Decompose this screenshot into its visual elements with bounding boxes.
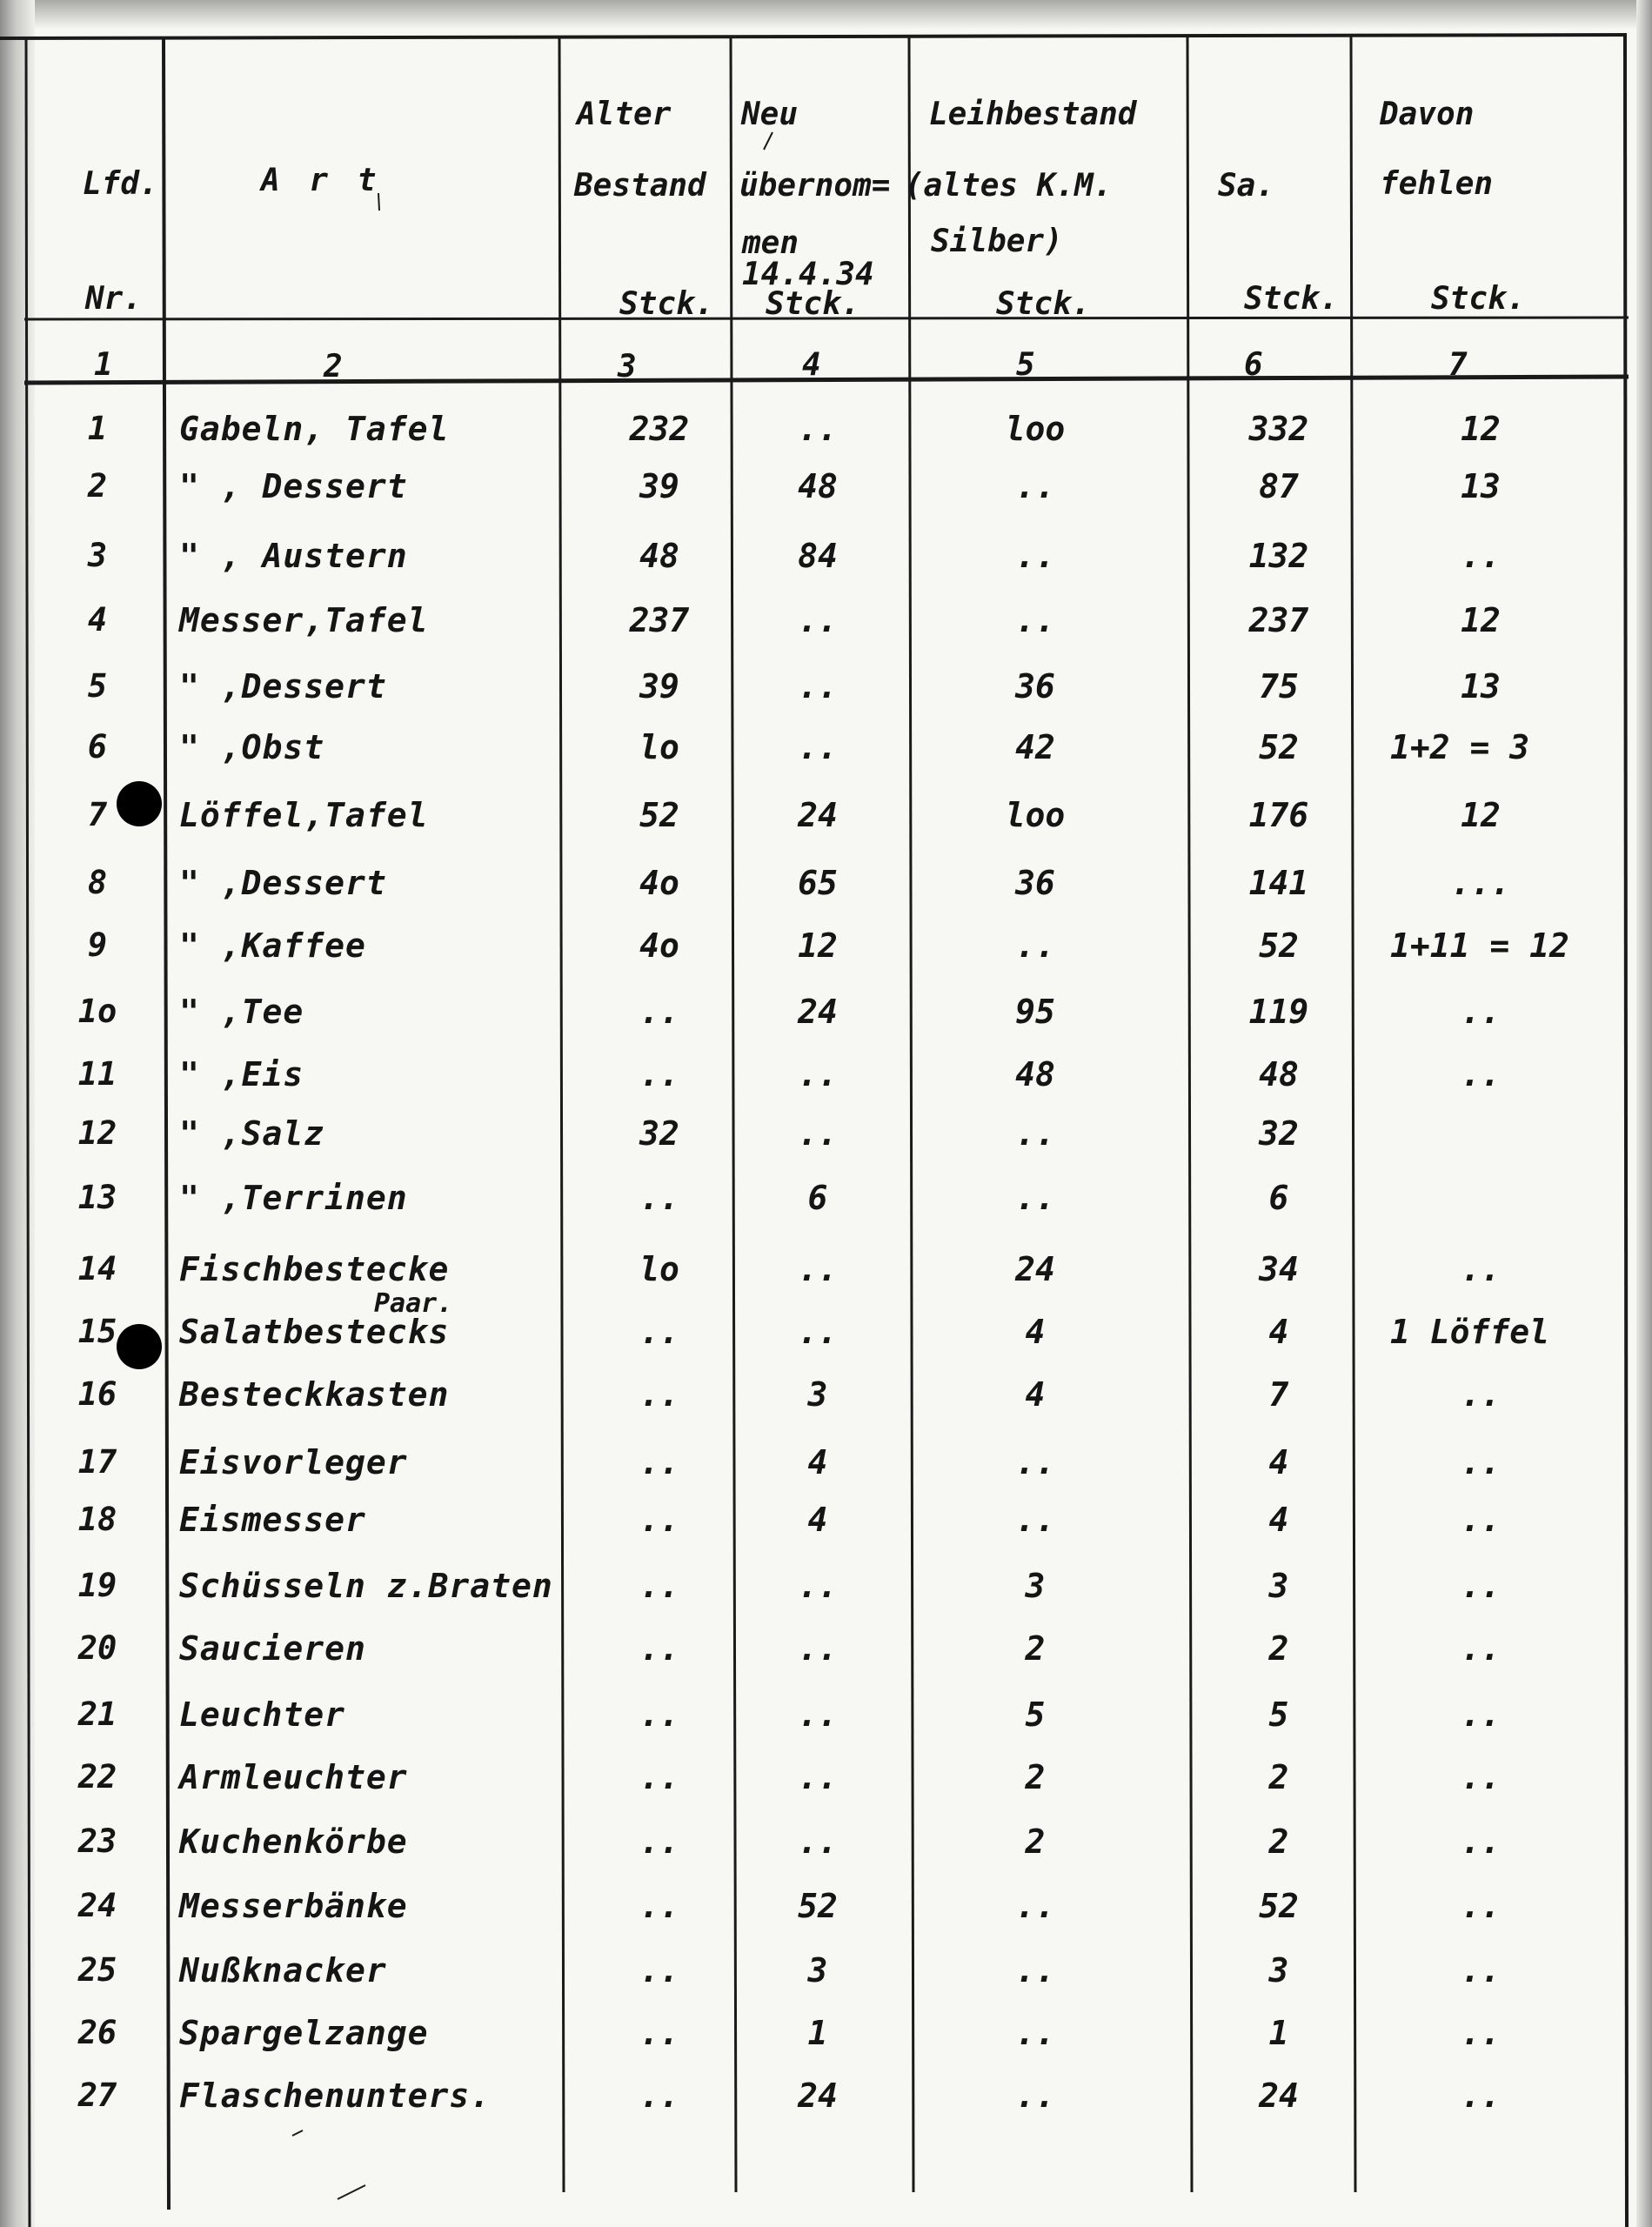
row-article: Kuchenkörbe <box>179 1822 408 1861</box>
row-davon-fehlen: .. <box>1461 1443 1501 1481</box>
row-leihbestand: .. <box>1015 1887 1055 1925</box>
header-leih-unit: Stck. <box>996 286 1091 322</box>
row-davon-fehlen: .. <box>1461 2077 1501 2115</box>
row-leihbestand: 36 <box>1015 667 1055 706</box>
row-alter-bestand: .. <box>639 1695 679 1734</box>
row-alter-bestand: .. <box>639 1443 679 1481</box>
row-article: Eisvorleger <box>179 1443 408 1481</box>
right-border-line <box>1625 35 1627 2227</box>
row-summe: 4 <box>1268 1443 1289 1481</box>
header-rule-lower <box>24 377 1629 383</box>
paar-note: Paar. <box>374 1288 453 1319</box>
row-davon-fehlen: .. <box>1461 1695 1501 1734</box>
column-index-6: 6 <box>1244 347 1263 383</box>
row-neu-uebernommen: 4 <box>807 1443 828 1481</box>
row-alter-bestand: .. <box>639 1501 679 1539</box>
row-alter-bestand: 4o <box>639 926 679 965</box>
row-article: Eismesser <box>179 1501 366 1539</box>
row-neu-uebernommen: .. <box>798 1629 838 1668</box>
row-leihbestand: .. <box>1015 926 1055 965</box>
row-number: 1o <box>77 993 117 1030</box>
row-number: 3 <box>87 537 108 574</box>
row-davon-fehlen: 12 <box>1461 796 1501 834</box>
row-leihbestand: 3 <box>1025 1567 1046 1605</box>
row-number: 5 <box>87 667 108 705</box>
column-index-3: 3 <box>618 349 637 385</box>
row-article: Messer,Tafel <box>179 601 429 639</box>
row-article: Saucieren <box>179 1629 366 1668</box>
col-divider-6 <box>1351 37 1355 2192</box>
row-leihbestand: .. <box>1015 537 1055 575</box>
row-article: " ,Tee <box>179 993 304 1031</box>
row-neu-uebernommen: .. <box>798 601 838 639</box>
row-summe: 332 <box>1248 410 1309 448</box>
row-article: Nußknacker <box>179 1951 387 1990</box>
row-leihbestand: loo <box>1005 796 1066 834</box>
row-neu-uebernommen: .. <box>798 410 838 448</box>
row-davon-fehlen: .. <box>1461 1250 1501 1288</box>
header-art: A r t <box>261 163 382 198</box>
row-neu-uebernommen: .. <box>798 1250 838 1288</box>
row-summe: 176 <box>1248 796 1309 834</box>
punch-hole <box>117 781 162 826</box>
row-neu-uebernommen: 84 <box>798 537 838 575</box>
row-alter-bestand: 4o <box>639 864 679 902</box>
row-leihbestand: .. <box>1015 1501 1055 1539</box>
row-summe: 237 <box>1248 601 1309 639</box>
row-davon-fehlen: .. <box>1461 1758 1501 1796</box>
row-alter-bestand: 39 <box>639 467 679 505</box>
row-leihbestand: 4 <box>1025 1375 1046 1414</box>
row-summe: 52 <box>1259 728 1299 766</box>
row-leihbestand: .. <box>1015 1114 1055 1153</box>
row-number: 6 <box>87 728 108 766</box>
row-alter-bestand: 39 <box>639 667 679 706</box>
row-number: 17 <box>77 1443 117 1481</box>
row-davon-fehlen: 13 <box>1461 667 1501 706</box>
header-neu-unit: Stck. <box>766 286 860 322</box>
row-alter-bestand: 237 <box>629 601 690 639</box>
row-alter-bestand: 52 <box>639 796 679 834</box>
col-divider-2 <box>559 37 564 2192</box>
row-leihbestand: 2 <box>1025 1629 1046 1668</box>
row-neu-uebernommen: 52 <box>798 1887 838 1925</box>
header-uebernom: übernom= <box>739 168 891 204</box>
row-article: Besteckkasten <box>179 1375 450 1414</box>
row-summe: 2 <box>1268 1758 1289 1796</box>
row-summe: 52 <box>1259 926 1299 965</box>
row-neu-uebernommen: 12 <box>798 926 838 965</box>
row-neu-uebernommen: 1 <box>807 2014 828 2052</box>
row-alter-bestand: .. <box>639 1887 679 1925</box>
row-article: Leuchter <box>179 1695 346 1734</box>
row-davon-fehlen: .. <box>1461 2014 1501 2052</box>
row-number: 25 <box>77 1951 117 1989</box>
row-neu-uebernommen: 6 <box>807 1179 828 1217</box>
row-article: " , Dessert <box>179 467 408 505</box>
row-article: Gabeln, Tafel <box>179 410 450 448</box>
row-alter-bestand: .. <box>639 993 679 1031</box>
row-neu-uebernommen: 4 <box>807 1501 828 1539</box>
header-date: 14.4.34 <box>742 257 874 292</box>
row-article: Schüsseln z.Braten <box>179 1567 553 1605</box>
row-summe: 119 <box>1248 993 1309 1031</box>
row-davon-fehlen: .. <box>1461 1567 1501 1605</box>
header-lfd: Lfd. <box>83 166 158 202</box>
header-silber: Silber) <box>931 224 1063 259</box>
row-summe: 2 <box>1268 1822 1289 1861</box>
row-davon-fehlen: ... <box>1450 864 1511 902</box>
row-neu-uebernommen: 24 <box>798 796 838 834</box>
row-summe: 2 <box>1268 1629 1289 1668</box>
row-summe: 75 <box>1259 667 1299 706</box>
row-davon-fehlen: 13 <box>1461 467 1501 505</box>
row-neu-uebernommen: 24 <box>798 993 838 1031</box>
row-summe: 52 <box>1259 1887 1299 1925</box>
row-article: " ,Terrinen <box>179 1179 408 1217</box>
row-alter-bestand: .. <box>639 1629 679 1668</box>
row-leihbestand: 5 <box>1025 1695 1046 1734</box>
row-summe: 7 <box>1268 1375 1289 1414</box>
row-davon-fehlen: .. <box>1461 1375 1501 1414</box>
row-article: Salatbestecks <box>179 1313 450 1351</box>
row-leihbestand: .. <box>1015 601 1055 639</box>
row-number: 18 <box>77 1501 117 1538</box>
row-article: " , Austern <box>179 537 408 575</box>
row-summe: 132 <box>1248 537 1309 575</box>
row-number: 20 <box>77 1629 117 1667</box>
row-neu-uebernommen: .. <box>798 1055 838 1093</box>
row-davon-fehlen: 1 Löffel <box>1390 1313 1550 1351</box>
row-leihbestand: 36 <box>1015 864 1055 902</box>
header-men: men <box>742 225 799 261</box>
row-number: 12 <box>77 1114 117 1152</box>
row-summe: 6 <box>1268 1179 1289 1217</box>
row-neu-uebernommen: .. <box>798 1695 838 1734</box>
row-leihbestand: 42 <box>1015 728 1055 766</box>
row-article: Flaschenunters. <box>179 2077 492 2115</box>
row-number: 7 <box>87 796 108 833</box>
row-number: 13 <box>77 1179 117 1216</box>
row-alter-bestand: .. <box>639 2077 679 2115</box>
column-index-2: 2 <box>324 349 343 385</box>
column-index-4: 4 <box>802 347 821 383</box>
row-number: 23 <box>77 1822 117 1860</box>
pen-mark <box>292 2130 303 2136</box>
row-number: 27 <box>77 2077 117 2114</box>
row-number: 15 <box>77 1313 117 1350</box>
row-alter-bestand: .. <box>639 2014 679 2052</box>
row-leihbestand: 48 <box>1015 1055 1055 1093</box>
column-index-5: 5 <box>1016 347 1035 383</box>
row-alter-bestand: 232 <box>629 410 690 448</box>
row-summe: 87 <box>1259 467 1299 505</box>
row-neu-uebernommen: 24 <box>798 2077 838 2115</box>
header-altes-km: (altes K.M. <box>905 168 1113 204</box>
row-summe: 4 <box>1268 1313 1289 1351</box>
row-davon-fehlen: 1+2 = 3 <box>1390 728 1530 766</box>
col-divider-4 <box>909 37 913 2192</box>
row-davon-fehlen: .. <box>1461 1055 1501 1093</box>
row-article: Armleuchter <box>179 1758 408 1796</box>
row-davon-fehlen: 12 <box>1461 410 1501 448</box>
row-number: 16 <box>77 1375 117 1413</box>
row-neu-uebernommen: .. <box>798 1114 838 1153</box>
left-border-line <box>26 38 30 2227</box>
row-summe: 3 <box>1268 1951 1289 1990</box>
row-number: 21 <box>77 1695 117 1733</box>
row-alter-bestand: .. <box>639 1822 679 1861</box>
row-leihbestand: 95 <box>1015 993 1055 1031</box>
row-summe: 5 <box>1268 1695 1289 1734</box>
header-sa: Sa. <box>1218 168 1275 204</box>
column-index-1: 1 <box>94 347 113 383</box>
row-number: 1 <box>87 410 108 447</box>
col-divider-1 <box>164 37 169 2210</box>
row-summe: 141 <box>1248 864 1309 902</box>
header-neu: Neu <box>741 97 799 132</box>
row-neu-uebernommen: 65 <box>798 864 838 902</box>
row-article: " ,Salz <box>179 1114 325 1153</box>
header-alter: Alter <box>577 97 672 132</box>
header-davon: Davon <box>1380 97 1475 132</box>
row-leihbestand: .. <box>1015 1443 1055 1481</box>
row-article: Spargelzange <box>179 2014 429 2052</box>
pen-mark <box>338 2185 365 2199</box>
row-davon-fehlen: .. <box>1461 1629 1501 1668</box>
row-neu-uebernommen: 3 <box>807 1951 828 1990</box>
row-number: 22 <box>77 1758 117 1796</box>
row-alter-bestand: .. <box>639 1567 679 1605</box>
row-neu-uebernommen: 48 <box>798 467 838 505</box>
header-sa-unit: Stck. <box>1244 281 1339 317</box>
row-summe: 24 <box>1259 2077 1299 2115</box>
row-alter-bestand: 32 <box>639 1114 679 1153</box>
row-article: Fischbestecke <box>179 1250 450 1288</box>
punch-hole <box>117 1324 162 1369</box>
row-article: " ,Kaffee <box>179 926 366 965</box>
row-neu-uebernommen: .. <box>798 1758 838 1796</box>
row-article: Löffel,Tafel <box>179 796 429 834</box>
row-number: 11 <box>77 1055 117 1093</box>
row-alter-bestand: .. <box>639 1375 679 1414</box>
row-leihbestand: .. <box>1015 1951 1055 1990</box>
header-leihbestand: Leihbestand <box>929 97 1137 132</box>
row-alter-bestand: 48 <box>639 537 679 575</box>
row-article: " ,Dessert <box>179 667 387 706</box>
row-number: 8 <box>87 864 108 901</box>
top-border-line <box>0 35 1627 38</box>
header-fehlen: fehlen <box>1380 166 1494 202</box>
col-divider-5 <box>1187 37 1192 2192</box>
row-leihbestand: .. <box>1015 1179 1055 1217</box>
row-number: 26 <box>77 2014 117 2051</box>
row-alter-bestand: .. <box>639 1179 679 1217</box>
row-neu-uebernommen: .. <box>798 728 838 766</box>
row-article: " ,Dessert <box>179 864 387 902</box>
row-leihbestand: 2 <box>1025 1758 1046 1796</box>
tick-mark <box>764 132 772 150</box>
row-number: 24 <box>77 1887 117 1924</box>
row-alter-bestand: lo <box>639 1250 679 1288</box>
row-alter-bestand: .. <box>639 1055 679 1093</box>
row-leihbestand: .. <box>1015 467 1055 505</box>
row-number: 9 <box>87 926 108 964</box>
row-davon-fehlen: .. <box>1461 1822 1501 1861</box>
row-davon-fehlen: .. <box>1461 537 1501 575</box>
row-summe: 48 <box>1259 1055 1299 1093</box>
row-alter-bestand: .. <box>639 1313 679 1351</box>
row-alter-bestand: lo <box>639 728 679 766</box>
row-neu-uebernommen: 3 <box>807 1375 828 1414</box>
row-davon-fehlen: 12 <box>1461 601 1501 639</box>
row-summe: 4 <box>1268 1501 1289 1539</box>
row-leihbestand: 24 <box>1015 1250 1055 1288</box>
row-neu-uebernommen: .. <box>798 1313 838 1351</box>
row-alter-bestand: .. <box>639 1951 679 1990</box>
row-article: " ,Eis <box>179 1055 304 1093</box>
row-leihbestand: .. <box>1015 2014 1055 2052</box>
row-neu-uebernommen: .. <box>798 1822 838 1861</box>
row-davon-fehlen: 1+11 = 12 <box>1390 926 1569 965</box>
row-neu-uebernommen: .. <box>798 667 838 706</box>
row-number: 2 <box>87 467 108 505</box>
row-summe: 34 <box>1259 1250 1299 1288</box>
row-davon-fehlen: .. <box>1461 993 1501 1031</box>
row-leihbestand: loo <box>1005 410 1066 448</box>
row-number: 14 <box>77 1250 117 1287</box>
header-bestand: Bestand <box>574 168 706 204</box>
row-davon-fehlen: .. <box>1461 1951 1501 1990</box>
row-summe: 32 <box>1259 1114 1299 1153</box>
row-article: " ,Obst <box>179 728 325 766</box>
row-neu-uebernommen: .. <box>798 1567 838 1605</box>
row-leihbestand: 4 <box>1025 1313 1046 1351</box>
row-number: 19 <box>77 1567 117 1604</box>
row-leihbestand: 2 <box>1025 1822 1046 1861</box>
row-alter-bestand: .. <box>639 1758 679 1796</box>
column-index-7: 7 <box>1448 347 1468 383</box>
row-summe: 3 <box>1268 1567 1289 1605</box>
header-alter-unit: Stck. <box>619 286 714 322</box>
row-number: 4 <box>87 601 108 639</box>
row-davon-fehlen: .. <box>1461 1887 1501 1925</box>
header-fehlen-unit: Stck. <box>1431 281 1526 317</box>
row-davon-fehlen: .. <box>1461 1501 1501 1539</box>
row-summe: 1 <box>1268 2014 1289 2052</box>
row-leihbestand: .. <box>1015 2077 1055 2115</box>
row-article: Messerbänke <box>179 1887 408 1925</box>
col-divider-3 <box>731 37 736 2192</box>
header-nr: Nr. <box>85 281 143 317</box>
